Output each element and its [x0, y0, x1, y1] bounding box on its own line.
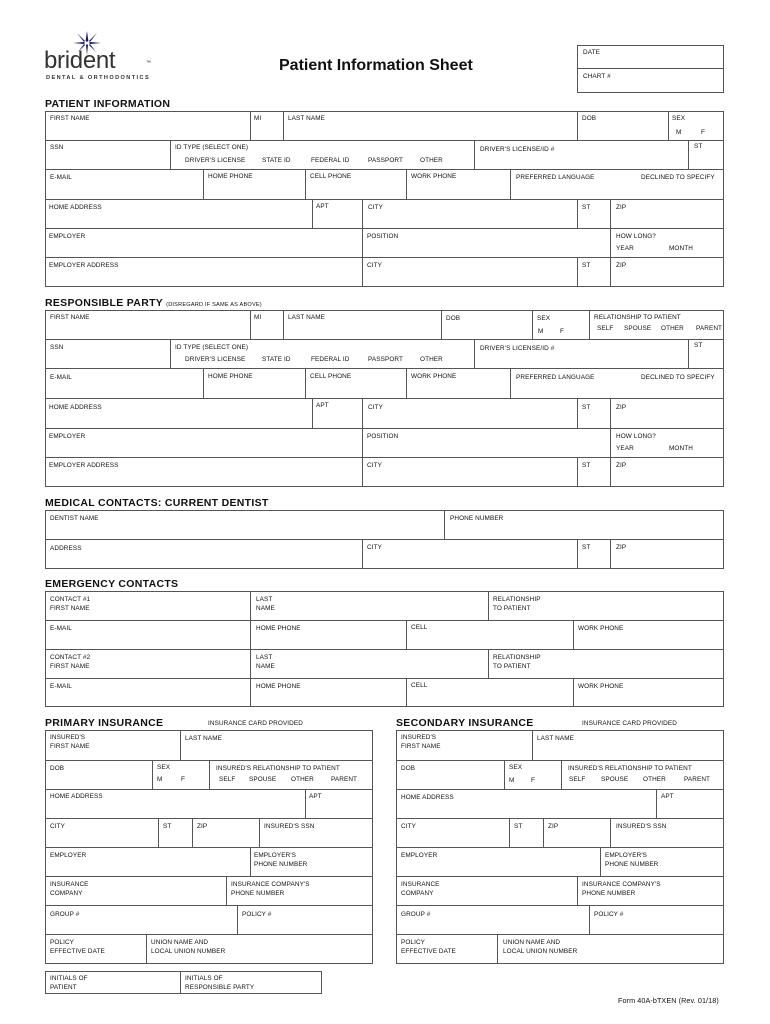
rp-mi-field[interactable]: MI — [254, 314, 262, 321]
rp-rel-other-option[interactable]: OTHER — [661, 325, 684, 332]
pri-local-union-field[interactable]: LOCAL UNION NUMBER — [151, 948, 226, 955]
pri-dob-field[interactable]: DOB — [50, 765, 65, 772]
sec-rel-self-option[interactable]: SELF — [569, 776, 586, 783]
pri-st-field[interactable]: ST — [163, 823, 172, 830]
pri-employers-label: EMPLOYER'S — [254, 852, 296, 859]
ec1-cell-field[interactable]: CELL — [411, 624, 428, 631]
pri-rel-parent-option[interactable]: PARENT — [331, 776, 358, 783]
rp-how-long-label: HOW LONG? — [616, 433, 656, 440]
rp-how-long-month-field[interactable]: MONTH — [669, 445, 693, 452]
rp-rel-parent-option[interactable]: PARENT — [696, 325, 723, 332]
patient-initials-field[interactable]: PATIENT — [50, 984, 77, 991]
rp-home-phone-field[interactable]: HOME PHONE — [208, 373, 253, 380]
rp-id-type-label: ID TYPE (SELECT ONE) — [175, 344, 249, 351]
ec1-last-name-field[interactable]: NAME — [256, 605, 275, 612]
pri-union-name-field[interactable]: UNION NAME AND — [151, 939, 209, 946]
rp-rel-self-option[interactable]: SELF — [597, 325, 614, 332]
patient-ssn-field[interactable]: SSN — [50, 144, 64, 151]
dentist-st-field[interactable]: ST — [582, 544, 591, 551]
page-title: Patient Information Sheet — [279, 57, 473, 74]
sec-insureds-label: INSURED'S — [401, 734, 437, 741]
rp-employer-field[interactable]: EMPLOYER — [49, 433, 86, 440]
sec-zip-field[interactable]: ZIP — [548, 823, 559, 830]
patient-sex-label: SEX — [672, 115, 686, 122]
rp-id-drivers-license-option[interactable]: DRIVER'S LICENSE — [185, 356, 246, 363]
patient-city-field[interactable]: CITY — [368, 204, 383, 211]
rp-dl-state-field[interactable]: ST — [694, 342, 703, 349]
pri-employer-field[interactable]: EMPLOYER — [50, 852, 87, 859]
sec-sex-label: SEX — [509, 764, 523, 771]
rp-employer-st-field[interactable]: ST — [582, 462, 591, 469]
patient-declined-option[interactable]: DECLINED TO SPECIFY — [641, 174, 715, 181]
dentist-phone-field[interactable]: PHONE NUMBER — [450, 515, 504, 522]
rp-id-federal-id-option[interactable]: FEDERAL ID — [311, 356, 350, 363]
sec-rel-other-option[interactable]: OTHER — [643, 776, 666, 783]
secondary-insurance-heading: SECONDARY INSURANCE — [396, 717, 534, 729]
patient-dl-state-field[interactable]: ST — [694, 143, 703, 150]
logo-subtitle: DENTAL & ORTHODONTICS — [46, 75, 151, 81]
sec-city-field[interactable]: CITY — [401, 823, 416, 830]
patient-position-field[interactable]: POSITION — [367, 233, 399, 240]
patient-home-address-field[interactable]: HOME ADDRESS — [49, 204, 102, 211]
pri-insurance-label: INSURANCE — [50, 881, 89, 888]
sec-last-name-field[interactable]: LAST NAME — [537, 735, 575, 742]
patient-st-field[interactable]: ST — [582, 204, 591, 211]
patient-cell-phone-field[interactable]: CELL PHONE — [310, 173, 352, 180]
rp-dob-field[interactable]: DOB — [446, 315, 461, 322]
rp-id-passport-option[interactable]: PASSPORT — [368, 356, 404, 363]
patient-zip-field[interactable]: ZIP — [616, 204, 627, 211]
chart-number-field[interactable]: CHART # — [583, 73, 611, 80]
primary-card-provided-option[interactable]: INSURANCE CARD PROVIDED — [208, 720, 303, 727]
rp-sex-label: SEX — [537, 315, 551, 322]
patient-work-phone-field[interactable]: WORK PHONE — [411, 173, 457, 180]
rp-id-state-id-option[interactable]: STATE ID — [262, 356, 291, 363]
ec2-work-phone-field[interactable]: WORK PHONE — [578, 683, 624, 690]
ec1-first-name-field[interactable]: FIRST NAME — [50, 605, 90, 612]
pri-insureds-label: INSURED'S — [50, 734, 86, 741]
ec1-label: CONTACT #1 — [50, 596, 91, 603]
rp-last-name-field[interactable]: LAST NAME — [288, 314, 326, 321]
pri-ins-company-label: INSURANCE COMPANY'S — [231, 881, 310, 888]
patient-mi-field[interactable]: MI — [254, 115, 262, 122]
logo-trademark: ™ — [146, 60, 151, 66]
rp-employer-address-field[interactable]: EMPLOYER ADDRESS — [49, 462, 119, 469]
ec1-last-label: LAST — [256, 596, 273, 603]
patient-id-passport-option[interactable]: PASSPORT — [368, 157, 404, 164]
sec-home-address-field[interactable]: HOME ADDRESS — [401, 794, 454, 801]
rp-sex-m-option[interactable]: M — [538, 328, 544, 335]
patient-id-federal-id-option[interactable]: FEDERAL ID — [311, 157, 350, 164]
patient-email-field[interactable]: E-MAIL — [50, 174, 72, 181]
pri-rel-self-option[interactable]: SELF — [219, 776, 236, 783]
primary-insurance-heading: PRIMARY INSURANCE — [45, 717, 164, 729]
sec-ins-company-phone-field[interactable]: PHONE NUMBER — [582, 890, 636, 897]
patient-employer-st-field[interactable]: ST — [582, 262, 591, 269]
rp-relationship-label: RELATIONSHIP TO PATIENT — [594, 314, 681, 321]
rp-st-field[interactable]: ST — [582, 404, 591, 411]
sec-rel-parent-option[interactable]: PARENT — [684, 776, 711, 783]
sec-apt-field[interactable]: APT — [661, 793, 674, 800]
secondary-card-provided-option[interactable]: INSURANCE CARD PROVIDED — [582, 720, 677, 727]
form-number: Form 40A-bTXEN (Rev. 01/18) — [618, 996, 719, 1005]
patient-initials-label: INITIALS OF — [50, 975, 88, 982]
pri-policy-label: POLICY — [50, 939, 75, 946]
ec2-first-name-field[interactable]: FIRST NAME — [50, 663, 90, 670]
rp-rel-spouse-option[interactable]: SPOUSE — [624, 325, 652, 332]
ec2-home-phone-field[interactable]: HOME PHONE — [256, 683, 301, 690]
patient-id-drivers-license-option[interactable]: DRIVER'S LICENSE — [185, 157, 246, 164]
rp-apt-field[interactable]: APT — [316, 402, 329, 409]
ec2-email-field[interactable]: E-MAIL — [50, 683, 72, 690]
pri-sex-label: SEX — [157, 764, 171, 771]
dentist-name-field[interactable]: DENTIST NAME — [50, 515, 99, 522]
sec-local-union-field[interactable]: LOCAL UNION NUMBER — [503, 948, 578, 955]
patient-last-name-field[interactable]: LAST NAME — [288, 115, 326, 122]
patient-id-other-option[interactable]: OTHER — [420, 157, 443, 164]
patient-employer-zip-field[interactable]: ZIP — [616, 262, 627, 269]
sec-union-name-field[interactable]: UNION NAME AND — [503, 939, 561, 946]
pri-apt-field[interactable]: APT — [309, 793, 322, 800]
ec2-label: CONTACT #2 — [50, 654, 91, 661]
rp-how-long-year-field[interactable]: YEAR — [616, 445, 634, 452]
patient-employer-city-field[interactable]: CITY — [367, 262, 382, 269]
rp-work-phone-field[interactable]: WORK PHONE — [411, 373, 457, 380]
sec-ins-company-label: INSURANCE COMPANY'S — [582, 881, 661, 888]
rp-initials-label: INITIALS OF — [185, 975, 223, 982]
pri-insured-rel-label: INSURED'S RELATIONSHIP TO PATIENT — [216, 765, 340, 772]
sec-sex-m-option[interactable]: M — [509, 777, 515, 784]
rp-declined-option[interactable]: DECLINED TO SPECIFY — [641, 374, 715, 381]
pri-home-address-field[interactable]: HOME ADDRESS — [50, 793, 103, 800]
rp-initials-field[interactable]: RESPONSIBLE PARTY — [185, 984, 255, 991]
rp-employer-city-field[interactable]: CITY — [367, 462, 382, 469]
dentist-city-field[interactable]: CITY — [367, 544, 382, 551]
patient-dl-id-field[interactable]: DRIVER'S LICENSE/ID # — [480, 146, 555, 153]
rp-city-field[interactable]: CITY — [368, 404, 383, 411]
rp-preferred-language-field[interactable]: PREFERRED LANGUAGE — [516, 374, 595, 381]
patient-sex-m-option[interactable]: M — [676, 129, 682, 136]
rp-email-field[interactable]: E-MAIL — [50, 374, 72, 381]
responsible-party-title: RESPONSIBLE PARTY — [45, 297, 163, 309]
pri-rel-other-option[interactable]: OTHER — [291, 776, 314, 783]
sec-st-field[interactable]: ST — [514, 823, 523, 830]
responsible-party-note: (DISREGARD IF SAME AS ABOVE) — [166, 302, 262, 308]
emergency-contacts-heading: EMERGENCY CONTACTS — [45, 578, 179, 590]
logo-wordmark: brident — [44, 47, 116, 74]
pri-insurance-company-field[interactable]: COMPANY — [50, 890, 83, 897]
patient-sex-f-option[interactable]: F — [701, 129, 706, 136]
dentist-address-field[interactable]: ADDRESS — [50, 545, 82, 552]
pri-ins-company-phone-field[interactable]: PHONE NUMBER — [231, 890, 285, 897]
patient-how-long-label: HOW LONG? — [616, 233, 656, 240]
patient-how-long-month-field[interactable]: MONTH — [669, 245, 693, 252]
rp-sex-f-option[interactable]: F — [560, 328, 565, 335]
pri-effective-date-field[interactable]: EFFECTIVE DATE — [50, 948, 105, 955]
pri-sex-m-option[interactable]: M — [157, 776, 163, 783]
patient-id-type-label: ID TYPE (SELECT ONE) — [175, 144, 249, 151]
date-field[interactable]: DATE — [583, 49, 600, 56]
rp-home-address-field[interactable]: HOME ADDRESS — [49, 404, 102, 411]
sec-first-name-field[interactable]: FIRST NAME — [401, 743, 441, 750]
rp-zip-field[interactable]: ZIP — [616, 404, 627, 411]
brident-logo — [44, 30, 164, 82]
pri-insured-ssn-field[interactable]: INSURED'S SSN — [264, 823, 315, 830]
rp-first-name-field[interactable]: FIRST NAME — [50, 314, 90, 321]
sec-insurance-company-field[interactable]: COMPANY — [401, 890, 434, 897]
ec1-relationship-label: RELATIONSHIP — [493, 596, 541, 603]
ec2-relationship-field[interactable]: TO PATIENT — [493, 663, 531, 670]
rp-cell-phone-field[interactable]: CELL PHONE — [310, 373, 352, 380]
ec2-last-label: LAST — [256, 654, 273, 661]
pri-group-field[interactable]: GROUP # — [50, 911, 80, 918]
pri-sex-f-option[interactable]: F — [181, 776, 186, 783]
pri-first-name-field[interactable]: FIRST NAME — [50, 743, 90, 750]
rp-id-other-option[interactable]: OTHER — [420, 356, 443, 363]
patient-home-phone-field[interactable]: HOME PHONE — [208, 173, 253, 180]
ec1-relationship-field[interactable]: TO PATIENT — [493, 605, 531, 612]
rp-employer-zip-field[interactable]: ZIP — [616, 462, 627, 469]
sec-employer-field[interactable]: EMPLOYER — [401, 852, 438, 859]
patient-id-state-id-option[interactable]: STATE ID — [262, 157, 291, 164]
pri-employer-phone-field[interactable]: PHONE NUMBER — [254, 861, 308, 868]
medical-contacts-heading: MEDICAL CONTACTS: CURRENT DENTIST — [45, 497, 269, 509]
sec-policy-label: POLICY — [401, 939, 426, 946]
sec-insurance-label: INSURANCE — [401, 881, 440, 888]
ec1-home-phone-field[interactable]: HOME PHONE — [256, 625, 301, 632]
patient-preferred-language-field[interactable]: PREFERRED LANGUAGE — [516, 174, 595, 181]
ec1-email-field[interactable]: E-MAIL — [50, 625, 72, 632]
rp-position-field[interactable]: POSITION — [367, 433, 399, 440]
patient-employer-field[interactable]: EMPLOYER — [49, 233, 86, 240]
sec-group-field[interactable]: GROUP # — [401, 911, 431, 918]
sec-rel-spouse-option[interactable]: SPOUSE — [601, 776, 629, 783]
sec-insured-rel-label: INSURED'S RELATIONSHIP TO PATIENT — [568, 765, 692, 772]
dentist-zip-field[interactable]: ZIP — [616, 544, 627, 551]
pri-zip-field[interactable]: ZIP — [197, 823, 208, 830]
ec2-relationship-label: RELATIONSHIP — [493, 654, 541, 661]
patient-dob-field[interactable]: DOB — [582, 115, 597, 122]
responsible-party-heading — [45, 297, 262, 309]
patient-apt-field[interactable]: APT — [316, 203, 329, 210]
patient-employer-address-field[interactable]: EMPLOYER ADDRESS — [49, 262, 119, 269]
sec-policy-no-field[interactable]: POLICY # — [594, 911, 624, 918]
sec-insured-ssn-field[interactable]: INSURED'S SSN — [616, 823, 667, 830]
sec-employers-label: EMPLOYER'S — [605, 852, 647, 859]
ec1-work-phone-field[interactable]: WORK PHONE — [578, 625, 624, 632]
pri-last-name-field[interactable]: LAST NAME — [185, 735, 223, 742]
patient-first-name-field[interactable]: FIRST NAME — [50, 115, 90, 122]
sec-employer-phone-field[interactable]: PHONE NUMBER — [605, 861, 659, 868]
patient-how-long-year-field[interactable]: YEAR — [616, 245, 634, 252]
rp-dl-id-field[interactable]: DRIVER'S LICENSE/ID # — [480, 345, 555, 352]
ec2-last-name-field[interactable]: NAME — [256, 663, 275, 670]
pri-rel-spouse-option[interactable]: SPOUSE — [249, 776, 277, 783]
pri-policy-no-field[interactable]: POLICY # — [242, 911, 272, 918]
patient-info-heading: PATIENT INFORMATION — [45, 98, 171, 110]
sec-effective-date-field[interactable]: EFFECTIVE DATE — [401, 948, 456, 955]
sec-dob-field[interactable]: DOB — [401, 765, 416, 772]
pri-city-field[interactable]: CITY — [50, 823, 65, 830]
rp-ssn-field[interactable]: SSN — [50, 344, 64, 351]
sec-sex-f-option[interactable]: F — [531, 777, 536, 784]
ec2-cell-field[interactable]: CELL — [411, 682, 428, 689]
